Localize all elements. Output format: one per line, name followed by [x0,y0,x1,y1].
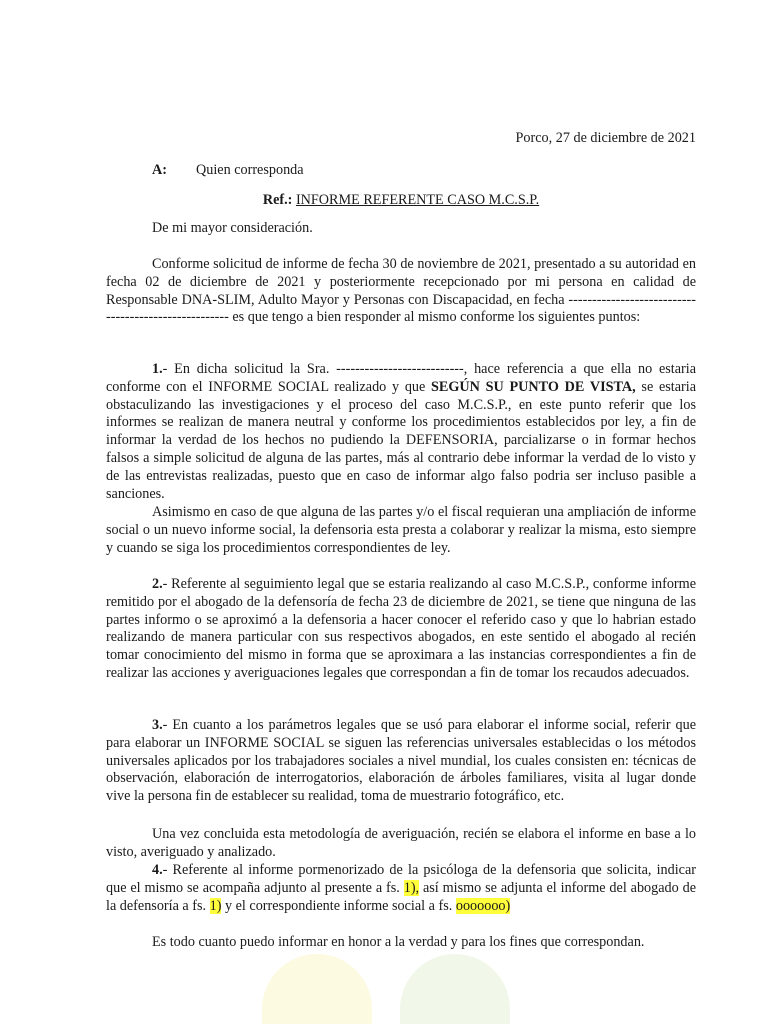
recipient-label: A: [152,162,167,178]
point-3-text: - En cuanto a los parámetros legales que se usó para elaborar el informe social, referir que para elaborar un INFORME SOCIAL se siguen las referencias universales establecidas o los métodos universales aplicados por los trabajadores sociales a nivel mundial, los cuales consisten en: técnicas de observación, elaboración de interrogatorios, elaboración de árboles familiares, visita al lugar donde vive la persona fin de establecer su realidad, toma de muestrario fotográfico, etc. [106,717,696,805]
recipient-line [106,162,696,180]
closing-line: Es todo cuanto puedo informar en honor a la verdad y para los fines que correspondan. [152,934,645,950]
highlight-folio-3: ooooooo) [455,897,511,914]
point-2-number: 2. [152,576,163,592]
point-1-text-start: - En dicha solicitud la Sra. ---------------------------, hace referencia a que ella no estaria conforme con el INFORME SOCIAL realizado y que [106,361,696,395]
point-1-number: 1. [152,361,163,377]
point-1-paragraph [106,361,696,503]
recipient-value: Quien corresponda [196,162,304,178]
highlight-folio-1: 1), [403,879,420,896]
date-line: Porco, 27 de diciembre de 2021 [515,130,696,146]
watermark-shape-left [262,954,372,1024]
greeting: De mi mayor consideración. [152,220,313,236]
point-4-number: 4. [152,862,163,878]
point-4-paragraph [106,862,696,915]
point-2-paragraph [106,576,696,683]
point-1-emphasis: SEGÚN SU PUNTO DE VISTA, [431,378,636,395]
point-4-text-1: - Referente al informe pormenorizado de la psicóloga de la defensoria que solicita, indicar que el mismo se acompaña adjunto al presente a fs. [106,862,696,896]
point-3-extra-paragraph: Una vez concluida esta metodología de averiguación, recién se elabora el informe en base a lo visto, averiguado y analizado. [106,826,696,860]
reference-label: Ref.: [262,192,293,208]
reference-line [106,192,696,210]
highlight-folio-2: 1) [209,897,222,914]
reference-subject: INFORME REFERENTE CASO M.C.S.P. [295,192,540,208]
point-1-extra-paragraph: Asimismo en caso de que alguna de las partes y/o el fiscal requieran una ampliación de informe social o un nuevo informe social, la defensoria esta presta a colaborar y realizar la misma, esto siempre y cuando se siga los procedimientos correspondientes de ley. [106,504,696,556]
intro-paragraph: Conforme solicitud de informe de fecha 30 de noviembre de 2021, presentado a su autoridad en fecha 02 de diciembre de 2021 y posteriormente recepcionado por mi persona en calidad de Responsable DNA-SLIM, Adulto Mayor y Personas con Discapacidad, en fecha ----------------------------------------------------- es que tengo a bien responder al mismo conforme los siguientes puntos: [106,256,696,326]
watermark-shape-right [400,954,510,1024]
point-4-text-3: y el correspondiente informe social a fs. [221,897,456,914]
point-3-number: 3. [152,717,163,733]
point-4-text-2: así mismo se adjunta el informe del abogado de la defensoría a fs. [106,879,696,914]
point-1-text-end: se estaria obstaculizando las investigaciones y el proceso del caso M.C.S.P., en este punto referir que los informes se realizan de manera neutral y conforme los procedimientos establecidos por ley, a fin de informar la verdad de los hechos no pudiendo la DEFENSORIA, parcializarse o in formar hechos falsos a simple solicitud de alguna de las partes, más al contrario debe informar la verdad de lo visto y de las entrevistas realizadas, puesto que en caso de informar algo falso podria ser incluso pasible a sanciones. [106,378,696,502]
point-3-paragraph [106,717,696,806]
point-2-text: - Referente al seguimiento legal que se estaria realizando al caso M.C.S.P., conforme informe remitido por el abogado de la defensoría de fecha 23 de diciembre de 2021, se tiene que ninguna de las partes informo o se aproximó a la defensoria a hacer conocer el referido caso y que lo habrian estado realizando de manera particular con sus respectivos abogados, en este sentido el abogado al recién tomar conocimiento del mismo in forma que se aproximara a las instancias correspondientes a fin de realizar las acciones y averiguaciones legales que correspondan a fin de tomar los recaudos adecuados. [106,576,696,681]
